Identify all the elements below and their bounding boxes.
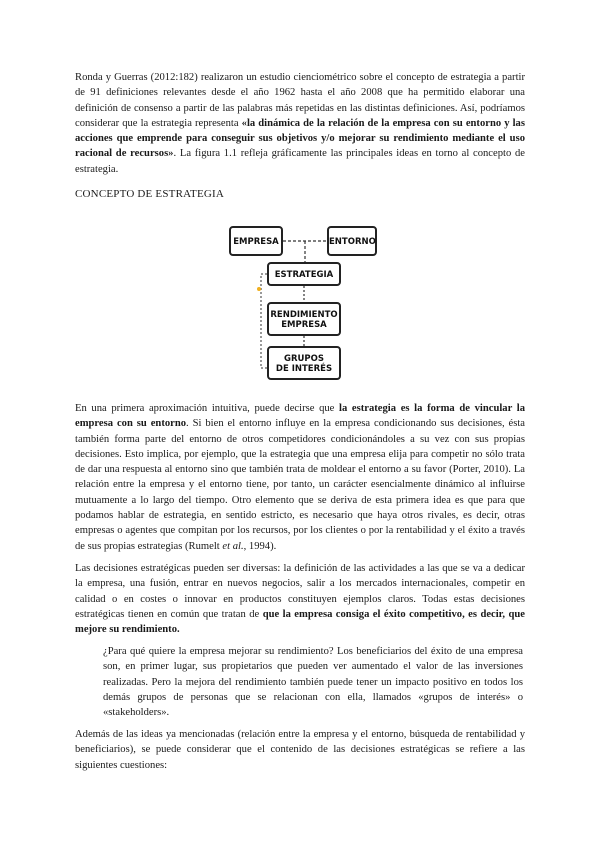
entorno-box: ENTORNO bbox=[327, 226, 377, 256]
strategy-diagram bbox=[225, 218, 385, 388]
intro-text-end: . La figura 1.1 refleja gráficamente las principales ideas en torno al concepto de estrategia. bbox=[75, 148, 525, 175]
indented-question-paragraph: ¿Para qué quiere la empresa mejorar su rendimiento? Los beneficiarios del éxito de una empresa son, en primer lugar, sus propietarios que pueden ver aumentado el valor de las inversiones realizadas. Pero la mejora del rendimiento también puede tener un impacto positivo en todos los demás grupos de personas que se relacionan con ella, llamados «grupos de interés» o «stakeholders». bbox=[103, 646, 523, 719]
intro-text: Ronda y Guerras (2012:182) realizaron un estudio cienciométrico sobre el concepto de estrategia a partir de 91 definiciones relevantes desde el año 1962 hasta el año 2008 que ha permitido elaborar una definición de consenso a partir de las palabras más repetidas en las distintas definiciones. Así, podríamos considerar que la estrategia representa bbox=[75, 72, 525, 129]
paragraph-decisions: Las decisiones estratégicas pueden ser diversas: la definición de las actividades a las que se va a dedicar la empresa, una fusión, entrar en nuevos negocios, salir a los mercados internacionales, competir en calidad o en costes o innovar en productos constituyen ejemplos claros. Todas estas decisiones estratégicas tienen en común que tratan de que la empresa consiga el éxito competitivo, es decir, que mejore su rendimiento. bbox=[75, 563, 525, 636]
rendimiento-box: RENDIMIENTO EMPRESA bbox=[267, 302, 341, 336]
paragraph-intro bbox=[75, 70, 525, 177]
decisions-bold: que la empresa consiga el éxito competitivo, es decir, que mejore su rendimiento. bbox=[75, 608, 525, 636]
paragraph-final: Además de las ideas ya mencionadas (relación entre la empresa y el entorno, búsqueda de rentabilidad y beneficiarios), se puede considerar que el contenido de las decisiones estratégicas se refiere a las siguientes cuestiones: bbox=[75, 729, 525, 771]
section-heading: CONCEPTO DE ESTRATEGIA bbox=[75, 188, 225, 200]
grupos-interes-box: GRUPOS DE INTERÉS bbox=[267, 346, 341, 380]
estrategia-box: ESTRATEGIA bbox=[267, 262, 341, 286]
intro-bold-definition: «la dinámica de la relación de la empresa con su entorno y las acciones que emprende para conseguir sus objetivos y/o mejorar su rendimiento mediante el uso racional de recursos» bbox=[75, 117, 525, 160]
paragraph-approximation: En una primera aproximación intuitiva, puede decirse que la estrategia es la forma de vincular la empresa con su entorno. Si bien el entorno influye en la empresa condicionando sus decisiones, ésta también forma parte del entorno de otros competidores condicionándoles a su vez con sus propias decisiones. Esto implica, por ejemplo, que la estrategia que una empresa elija para competir no sólo trata de dar una respuesta al entorno sino que también trata de moldear el entorno a su favor (Porter, 2010). La relación entre la empresa y el entorno tiene, por tanto, un carácter esencialmente dinámico al influirse mutuamente a lo largo del tiempo. Otro elemento que se deriva de esta primera idea es que para que podamos hablar de estrategia, en sentido estricto, es necesario que haya otros rivales, es decir, otras empresas o agentes que compitan por los recursos, por los clientes o por la rentabilidad y el éxito a través de sus propias estrategias (Rumelt et al., 1994). bbox=[75, 403, 525, 552]
empresa-box: EMPRESA bbox=[229, 226, 283, 256]
approximation-bold: la estrategia es la forma de vincular la empresa con su entorno bbox=[75, 403, 525, 430]
marker-dot bbox=[257, 287, 261, 291]
